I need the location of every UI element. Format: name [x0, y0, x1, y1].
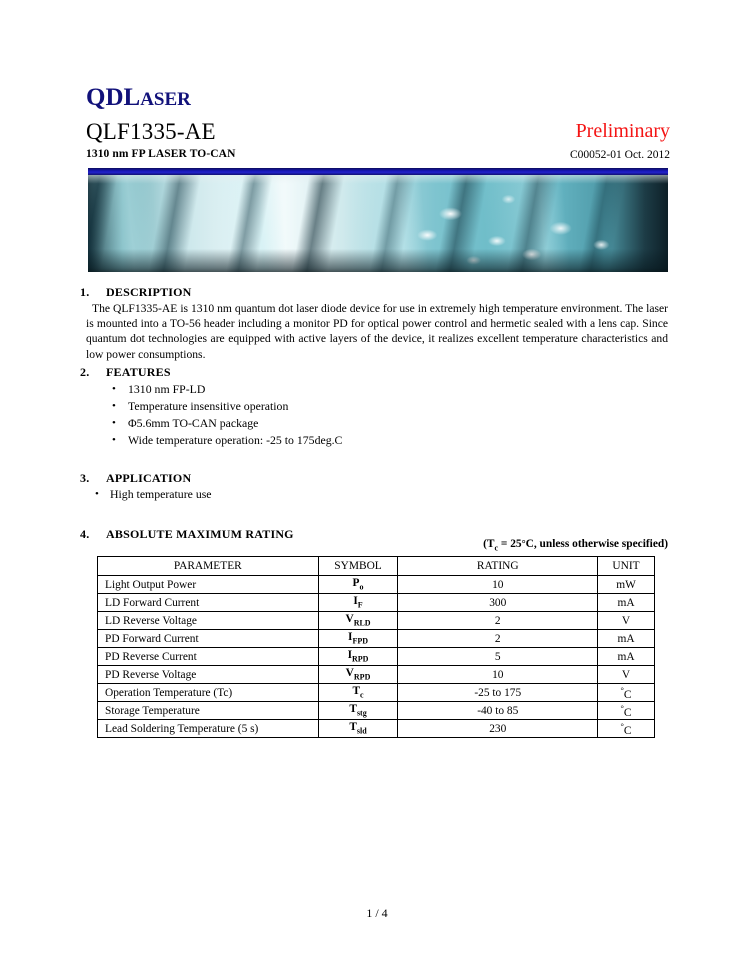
cell-parameter: Light Output Power [98, 576, 319, 594]
table-row [98, 612, 655, 630]
cell-symbol [318, 720, 398, 738]
symbol-subscript: RLD [353, 618, 371, 628]
features-list [104, 381, 342, 449]
cell-unit: mA [598, 594, 655, 612]
cell-symbol [318, 666, 398, 684]
symbol-base: I [353, 595, 358, 608]
symbol-base: V [345, 667, 354, 680]
cell-parameter: LD Reverse Voltage [98, 612, 319, 630]
logo-primary-text: QDL [86, 84, 141, 111]
cell-unit: mA [598, 648, 655, 666]
cell-rating: 300 [398, 594, 598, 612]
description-paragraph: The QLF1335-AE is 1310 nm quantum dot laser diode device for use in extremely high temperature environment. The laser is mounted into a TO-56 header including a monitor PD for optical power control and hermetic sealed with a lens cap. Since quantum dot technologies are equipped with active layers of the device, it realizes excellent temperature characteristics and low power consumptions. [86, 302, 668, 361]
symbol-base: T [349, 703, 357, 716]
feature-text: Temperature insensitive operation [128, 399, 289, 413]
cell-symbol [318, 594, 398, 612]
list-item [104, 398, 342, 415]
cell-unit: V [598, 666, 655, 684]
list-item [104, 381, 342, 398]
degree-symbol-icon: ° [620, 684, 624, 695]
cell-unit: °C [598, 720, 655, 738]
symbol-subscript: sld [356, 726, 367, 736]
section-title-features: FEATURES [106, 365, 171, 379]
cell-parameter: Storage Temperature [98, 702, 319, 720]
page-subtitle: 1310 nm FP LASER TO-CAN [86, 148, 236, 160]
cell-rating: -25 to 175 [398, 684, 598, 702]
column-header-unit: UNIT [598, 557, 655, 576]
cell-rating: -40 to 85 [398, 702, 598, 720]
cell-symbol [318, 684, 398, 702]
section-number-features: 2. [80, 365, 90, 379]
cell-rating: 2 [398, 630, 598, 648]
company-logo [86, 84, 191, 112]
note-subscript: c [494, 543, 499, 553]
cell-parameter: Lead Soldering Temperature (5 s) [98, 720, 319, 738]
section-number-application: 3. [80, 471, 90, 485]
cell-symbol [318, 612, 398, 630]
page-footer: 1 / 4 [366, 906, 388, 920]
table-row [98, 720, 655, 738]
feature-text: Wide temperature operation: -25 to 175deg.C [128, 433, 343, 447]
table-row [98, 702, 655, 720]
list-item [104, 415, 342, 432]
banner-top-bar [88, 168, 668, 175]
section-number-rating: 4. [80, 527, 90, 541]
symbol-subscript: o [359, 582, 364, 592]
table-header-row [98, 557, 655, 576]
section-heading-description [80, 285, 192, 300]
rating-table-note: ($T_c = 25^\circ C$, unless otherwise specified) [483, 538, 668, 553]
symbol-subscript: stg [356, 708, 367, 718]
cell-unit: mW [598, 576, 655, 594]
degree-symbol-icon: ° [620, 702, 624, 713]
section-heading-application [80, 471, 191, 486]
list-item [104, 432, 342, 449]
cell-rating: 2 [398, 612, 598, 630]
application-list [92, 486, 212, 503]
absolute-maximum-rating-table [97, 556, 655, 738]
symbol-subscript: FPD [352, 636, 369, 646]
symbol-base: I [348, 631, 353, 644]
cell-symbol [318, 630, 398, 648]
cell-unit: V [598, 612, 655, 630]
cell-symbol [318, 648, 398, 666]
cell-parameter: Operation Temperature (Tc) [98, 684, 319, 702]
column-header-symbol: SYMBOL [318, 557, 398, 576]
cell-symbol [318, 702, 398, 720]
cell-rating: 10 [398, 576, 598, 594]
symbol-subscript: RPD [353, 672, 371, 682]
cell-parameter: PD Reverse Voltage [98, 666, 319, 684]
cell-parameter: LD Forward Current [98, 594, 319, 612]
symbol-subscript: F [357, 600, 363, 610]
document-code: C00052-01 Oct. 2012 [570, 149, 670, 161]
cell-rating: 10 [398, 666, 598, 684]
list-item [92, 486, 212, 503]
section-heading-features [80, 365, 171, 380]
column-header-parameter: PARAMETER [98, 557, 319, 576]
feature-text: 1310 nm FP-LD [128, 382, 206, 396]
section-title-application: APPLICATION [106, 471, 192, 485]
logo-secondary-text: ASER [140, 89, 191, 110]
cell-rating: 5 [398, 648, 598, 666]
banner-image [88, 168, 668, 272]
symbol-base: T [352, 685, 361, 698]
cell-rating: 230 [398, 720, 598, 738]
page-title: QLF1335-AE [86, 119, 216, 144]
degree-symbol-icon: ° [521, 539, 526, 550]
section-title-rating: ABSOLUTE MAXIMUM RATING [106, 527, 294, 541]
table-row [98, 684, 655, 702]
table-row [98, 666, 655, 684]
table-row [98, 648, 655, 666]
cell-unit: °C [598, 702, 655, 720]
banner-vignette-overlay [88, 175, 668, 272]
rating-table-body [98, 576, 655, 738]
table-row [98, 630, 655, 648]
status-badge: Preliminary [575, 120, 670, 142]
cell-symbol [318, 576, 398, 594]
column-header-rating: RATING [398, 557, 598, 576]
cell-parameter: PD Reverse Current [98, 648, 319, 666]
cell-unit: mA [598, 630, 655, 648]
table-row [98, 594, 655, 612]
degree-symbol-icon: ° [620, 720, 624, 731]
symbol-base: I [347, 649, 353, 662]
application-text: High temperature use [110, 487, 212, 501]
section-heading-rating [80, 527, 294, 542]
cell-unit: °C [598, 684, 655, 702]
section-number-description: 1. [80, 285, 90, 299]
symbol-subscript: RPD [352, 654, 369, 664]
feature-text: Φ5.6mm TO-CAN package [128, 416, 259, 430]
symbol-base: T [349, 721, 357, 734]
cell-parameter: PD Forward Current [98, 630, 319, 648]
table-row [98, 576, 655, 594]
symbol-subscript: c [360, 690, 364, 700]
symbol-base: P [352, 577, 360, 590]
section-title-description: DESCRIPTION [106, 285, 192, 299]
symbol-base: V [345, 613, 354, 626]
